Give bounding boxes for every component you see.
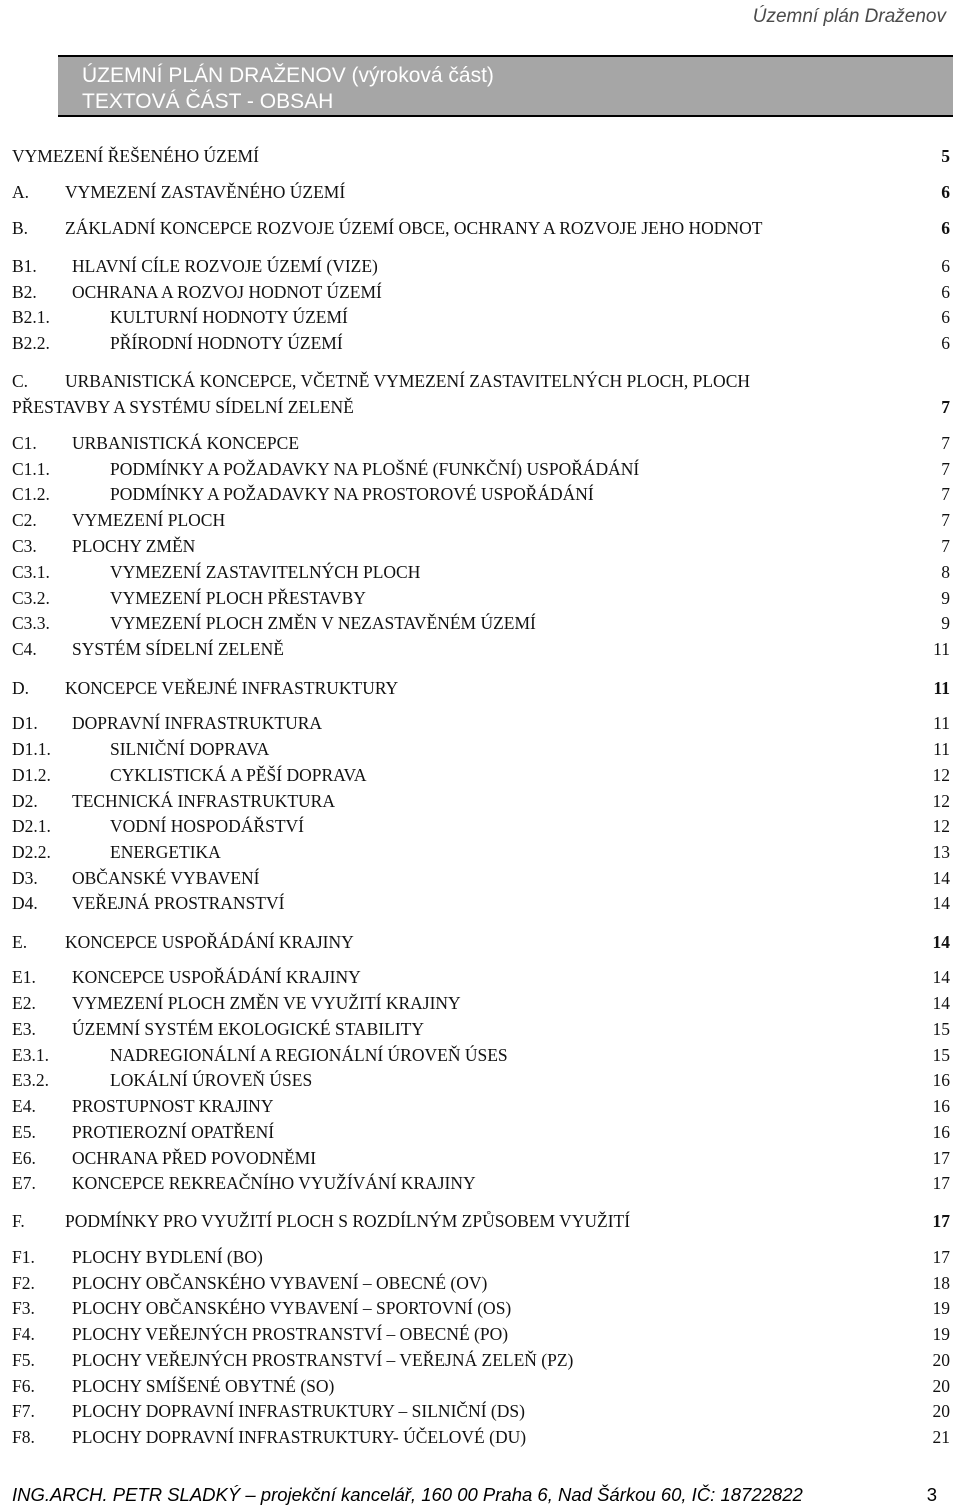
contents-title-box bbox=[58, 55, 953, 117]
toc-number: E3.1. bbox=[12, 1045, 49, 1065]
toc-page-number: 14 bbox=[932, 932, 950, 952]
toc-row[interactable] bbox=[12, 992, 950, 1014]
toc-row[interactable] bbox=[12, 1272, 950, 1294]
toc-row[interactable] bbox=[12, 1426, 950, 1448]
toc-row[interactable] bbox=[12, 1246, 950, 1268]
toc-row[interactable] bbox=[12, 931, 950, 953]
toc-row[interactable] bbox=[12, 306, 950, 328]
toc-heading: PLOCHY OBČANSKÉHO VYBAVENÍ – OBECNÉ (OV) bbox=[72, 1273, 488, 1293]
toc-row[interactable] bbox=[12, 1297, 950, 1319]
toc-number: E5. bbox=[12, 1122, 36, 1142]
toc-page-number: 14 bbox=[932, 993, 950, 1013]
toc-row[interactable] bbox=[12, 217, 950, 239]
toc-number: C1. bbox=[12, 433, 37, 453]
toc-heading: KONCEPCE VEŘEJNÉ INFRASTRUKTURY bbox=[65, 678, 399, 698]
toc-heading: PROTIEROZNÍ OPATŘENÍ bbox=[72, 1122, 275, 1142]
toc-number: D. bbox=[12, 678, 30, 698]
toc-number: D1. bbox=[12, 713, 38, 733]
toc-heading: ÚZEMNÍ SYSTÉM EKOLOGICKÉ STABILITY bbox=[72, 1019, 424, 1039]
toc-row[interactable] bbox=[12, 867, 950, 889]
toc-number: E2. bbox=[12, 993, 36, 1013]
toc-row[interactable] bbox=[12, 815, 950, 837]
toc-number: B2. bbox=[12, 282, 37, 302]
toc-page-number: 14 bbox=[932, 868, 950, 888]
toc-heading: SILNIČNÍ DOPRAVA bbox=[110, 739, 270, 759]
toc-page-number: 12 bbox=[932, 816, 950, 836]
toc-page-number: 11 bbox=[933, 678, 950, 698]
toc-heading: VODNÍ HOSPODÁŘSTVÍ bbox=[110, 816, 304, 836]
toc-page-number: 6 bbox=[941, 182, 950, 202]
toc-row[interactable] bbox=[12, 841, 950, 863]
toc-heading: VYMEZENÍ PLOCH ZMĚN V NEZASTAVĚNÉM ÚZEMÍ bbox=[110, 613, 536, 633]
toc-row[interactable] bbox=[12, 535, 950, 557]
toc-page-number: 7 bbox=[941, 536, 950, 556]
toc-heading: VYMEZENÍ PLOCH ZMĚN VE VYUŽITÍ KRAJINY bbox=[72, 993, 461, 1013]
toc-row[interactable] bbox=[12, 677, 950, 699]
toc-page-number: 7 bbox=[941, 397, 950, 417]
toc-number: C. bbox=[12, 371, 29, 391]
toc-heading: PLOCHY ZMĚN bbox=[72, 536, 196, 556]
toc-page-number: 11 bbox=[933, 639, 950, 659]
footer-text: ING.ARCH. PETR SLADKÝ – projekční kancelář, 160 00 Praha 6, Nad Šárkou 60, IČ: 18722822 bbox=[12, 1484, 803, 1505]
toc-page-number: 12 bbox=[932, 791, 950, 811]
toc-row[interactable] bbox=[12, 561, 950, 583]
toc-heading: ENERGETIKA bbox=[110, 842, 221, 862]
toc-heading: OBČANSKÉ VYBAVENÍ bbox=[72, 868, 260, 888]
toc-row[interactable] bbox=[12, 1375, 950, 1397]
toc-number: D3. bbox=[12, 868, 38, 888]
toc-row[interactable] bbox=[12, 432, 950, 454]
document-header-title: Územní plán Draženov bbox=[752, 6, 946, 27]
toc-row[interactable] bbox=[12, 255, 950, 277]
toc-heading: PLOCHY VEŘEJNÝCH PROSTRANSTVÍ – VEŘEJNÁ ZELEŇ (PZ) bbox=[72, 1350, 574, 1370]
toc-heading: VYMEZENÍ ŘEŠENÉHO ÚZEMÍ bbox=[12, 146, 259, 166]
title-line-2: TEXTOVÁ ČÁST - OBSAH bbox=[82, 90, 334, 113]
toc-row[interactable] bbox=[12, 1095, 950, 1117]
toc-page-number: 11 bbox=[933, 739, 950, 759]
toc-row[interactable] bbox=[12, 145, 950, 167]
toc-row[interactable] bbox=[12, 1121, 950, 1143]
toc-number: C3.1. bbox=[12, 562, 50, 582]
toc-number: E4. bbox=[12, 1096, 36, 1116]
toc-row[interactable] bbox=[12, 332, 950, 354]
toc-number: C3. bbox=[12, 536, 37, 556]
toc-heading: PLOCHY DOPRAVNÍ INFRASTRUKTURY – SILNIČNÍ (DS) bbox=[72, 1401, 525, 1421]
toc-row[interactable] bbox=[12, 892, 950, 914]
toc-page-number: 14 bbox=[932, 893, 950, 913]
toc-heading: KONCEPCE USPOŘÁDÁNÍ KRAJINY bbox=[72, 967, 361, 987]
toc-number: D1.1. bbox=[12, 739, 51, 759]
toc-page-number: 6 bbox=[941, 256, 950, 276]
toc-row[interactable] bbox=[12, 790, 950, 812]
toc-heading: PROSTUPNOST KRAJINY bbox=[72, 1096, 274, 1116]
toc-row[interactable] bbox=[12, 1147, 950, 1169]
toc-page-number: 16 bbox=[932, 1070, 950, 1090]
toc-number: E7. bbox=[12, 1173, 36, 1193]
toc-number: C3.2. bbox=[12, 588, 50, 608]
toc-page-number: 16 bbox=[932, 1122, 950, 1142]
toc-page-number: 19 bbox=[932, 1324, 950, 1344]
toc-heading: PODMÍNKY A POŽADAVKY NA PROSTOROVÉ USPOŘÁDÁNÍ bbox=[110, 484, 594, 504]
toc-page-number: 7 bbox=[941, 484, 950, 504]
toc-page-number: 15 bbox=[932, 1045, 950, 1065]
toc-number: F7. bbox=[12, 1401, 35, 1421]
toc-heading: VEŘEJNÁ PROSTRANSTVÍ bbox=[72, 893, 285, 913]
toc-number: F1. bbox=[12, 1247, 35, 1267]
toc-heading: OCHRANA PŘED POVODNĚMI bbox=[72, 1148, 317, 1168]
toc-page-number: 16 bbox=[932, 1096, 950, 1116]
toc-number: F4. bbox=[12, 1324, 35, 1344]
toc-heading: DOPRAVNÍ INFRASTRUKTURA bbox=[72, 713, 323, 733]
toc-heading: NADREGIONÁLNÍ A REGIONÁLNÍ ÚROVEŇ ÚSES bbox=[110, 1045, 508, 1065]
toc-number: C3.3. bbox=[12, 613, 50, 633]
toc-number: F6. bbox=[12, 1376, 35, 1396]
toc-page-number: 9 bbox=[941, 613, 950, 633]
toc-row[interactable] bbox=[12, 738, 950, 760]
toc-number: F5. bbox=[12, 1350, 35, 1370]
toc-heading: HLAVNÍ CÍLE ROZVOJE ÚZEMÍ (VIZE) bbox=[72, 256, 378, 276]
toc-page-number: 11 bbox=[933, 713, 950, 733]
toc-row[interactable] bbox=[12, 1069, 950, 1091]
toc-heading: VYMEZENÍ ZASTAVITELNÝCH PLOCH bbox=[110, 562, 421, 582]
toc-number: B2.2. bbox=[12, 333, 50, 353]
toc-row[interactable] bbox=[12, 966, 950, 988]
toc-number: D4. bbox=[12, 893, 38, 913]
toc-page-number: 17 bbox=[932, 1148, 950, 1168]
toc-number: E3. bbox=[12, 1019, 36, 1039]
toc-page-number: 17 bbox=[932, 1211, 950, 1231]
toc-heading: PODMÍNKY PRO VYUŽITÍ PLOCH S ROZDÍLNÝM ZPŮSOBEM VYUŽITÍ bbox=[65, 1211, 631, 1231]
toc-page-number: 15 bbox=[932, 1019, 950, 1039]
toc-number: E6. bbox=[12, 1148, 36, 1168]
toc-heading: PLOCHY SMÍŠENÉ OBYTNÉ (SO) bbox=[72, 1376, 335, 1396]
toc-heading: KONCEPCE USPOŘÁDÁNÍ KRAJINY bbox=[65, 932, 354, 952]
toc-page-number: 8 bbox=[941, 562, 950, 582]
toc-number: F8. bbox=[12, 1427, 35, 1447]
toc-row[interactable] bbox=[12, 181, 950, 203]
toc-page-number: 20 bbox=[932, 1376, 950, 1396]
toc-page-number: 13 bbox=[932, 842, 950, 862]
toc-row[interactable] bbox=[12, 1323, 950, 1345]
toc-row[interactable] bbox=[12, 1210, 950, 1232]
toc-number: D2.1. bbox=[12, 816, 51, 836]
toc-heading: PLOCHY OBČANSKÉHO VYBAVENÍ – SPORTOVNÍ (OS) bbox=[72, 1298, 512, 1318]
toc-row[interactable] bbox=[12, 483, 950, 505]
toc-heading: ZÁKLADNÍ KONCEPCE ROZVOJE ÚZEMÍ OBCE, OCHRANY A ROZVOJE JEHO HODNOT bbox=[65, 218, 763, 238]
toc-page-number: 18 bbox=[932, 1273, 950, 1293]
toc-heading: TECHNICKÁ INFRASTRUKTURA bbox=[72, 791, 335, 811]
toc-heading: PODMÍNKY A POŽADAVKY NA PLOŠNÉ (FUNKČNÍ) USPOŘÁDÁNÍ bbox=[110, 459, 640, 479]
toc-row[interactable] bbox=[12, 764, 950, 786]
toc-heading: CYKLISTICKÁ A PĚŠÍ DOPRAVA bbox=[110, 765, 367, 785]
toc-page-number: 9 bbox=[941, 588, 950, 608]
toc-row[interactable] bbox=[12, 1018, 950, 1040]
toc-page-number: 6 bbox=[941, 307, 950, 327]
toc-page-number: 17 bbox=[932, 1247, 950, 1267]
toc-heading: SYSTÉM SÍDELNÍ ZELENĚ bbox=[72, 639, 284, 659]
toc-heading: KONCEPCE REKREAČNÍHO VYUŽÍVÁNÍ KRAJINY bbox=[72, 1173, 476, 1193]
toc-row[interactable] bbox=[12, 458, 950, 480]
toc-row[interactable] bbox=[12, 370, 950, 392]
toc-row[interactable] bbox=[12, 712, 950, 734]
toc-page-number: 7 bbox=[941, 510, 950, 530]
title-line-1: ÚZEMNÍ PLÁN DRAŽENOV (výroková část) bbox=[82, 64, 494, 87]
toc-number: B2.1. bbox=[12, 307, 50, 327]
toc-heading: PLOCHY DOPRAVNÍ INFRASTRUKTURY- ÚČELOVÉ (DU) bbox=[72, 1427, 527, 1447]
page-footer bbox=[12, 1484, 937, 1506]
toc-row[interactable] bbox=[12, 1044, 950, 1066]
toc-number: B. bbox=[12, 218, 29, 238]
toc-page-number: 17 bbox=[932, 1173, 950, 1193]
toc-number: F3. bbox=[12, 1298, 35, 1318]
toc-page-number: 6 bbox=[941, 218, 950, 238]
toc-heading: OCHRANA A ROZVOJ HODNOT ÚZEMÍ bbox=[72, 282, 382, 302]
toc-number: D1.2. bbox=[12, 765, 51, 785]
toc-page-number: 21 bbox=[932, 1427, 950, 1447]
toc-heading: URBANISTICKÁ KONCEPCE, VČETNĚ VYMEZENÍ ZASTAVITELNÝCH PLOCH, PLOCH bbox=[65, 371, 751, 391]
toc-page-number: 6 bbox=[941, 333, 950, 353]
toc-heading: LOKÁLNÍ ÚROVEŇ ÚSES bbox=[110, 1070, 313, 1090]
toc-number: A. bbox=[12, 182, 30, 202]
toc-page-number: 6 bbox=[941, 282, 950, 302]
toc-number: F. bbox=[12, 1211, 25, 1231]
toc-number: C2. bbox=[12, 510, 37, 530]
toc-page-number: 19 bbox=[932, 1298, 950, 1318]
toc-page-number: 5 bbox=[941, 146, 950, 166]
toc-number: D2.2. bbox=[12, 842, 51, 862]
toc-number: F2. bbox=[12, 1273, 35, 1293]
toc-row[interactable] bbox=[12, 281, 950, 303]
toc-number: E3.2. bbox=[12, 1070, 49, 1090]
toc-page-number: 12 bbox=[932, 765, 950, 785]
toc-page-number: 7 bbox=[941, 459, 950, 479]
toc-heading: PLOCHY BYDLENÍ (BO) bbox=[72, 1247, 263, 1267]
toc-number: E1. bbox=[12, 967, 36, 987]
toc-row[interactable] bbox=[12, 587, 950, 609]
toc-heading: KULTURNÍ HODNOTY ÚZEMÍ bbox=[110, 307, 348, 327]
toc-row[interactable] bbox=[12, 1349, 950, 1371]
toc-row[interactable] bbox=[12, 612, 950, 634]
toc-row[interactable] bbox=[12, 638, 950, 660]
toc-number: C1.1. bbox=[12, 459, 50, 479]
toc-page-number: 7 bbox=[941, 433, 950, 453]
toc-heading: PŘÍRODNÍ HODNOTY ÚZEMÍ bbox=[110, 333, 343, 353]
toc-row[interactable] bbox=[12, 1400, 950, 1422]
toc-page-number: 20 bbox=[932, 1401, 950, 1421]
toc-heading: VYMEZENÍ ZASTAVĚNÉHO ÚZEMÍ bbox=[65, 182, 346, 202]
toc-heading: PŘESTAVBY A SYSTÉMU SÍDELNÍ ZELENĚ bbox=[12, 397, 354, 417]
toc-row[interactable] bbox=[12, 509, 950, 531]
toc-page-number: 20 bbox=[932, 1350, 950, 1370]
toc-number: C1.2. bbox=[12, 484, 50, 504]
toc-row[interactable] bbox=[12, 1172, 950, 1194]
toc-number: D2. bbox=[12, 791, 38, 811]
footer-page-number: 3 bbox=[926, 1484, 937, 1505]
toc-number: C4. bbox=[12, 639, 37, 659]
toc-heading: VYMEZENÍ PLOCH PŘESTAVBY bbox=[110, 588, 366, 608]
toc-number: B1. bbox=[12, 256, 37, 276]
toc-page-number: 14 bbox=[932, 967, 950, 987]
toc-heading: VYMEZENÍ PLOCH bbox=[72, 510, 226, 530]
toc-number: E. bbox=[12, 932, 28, 952]
toc-heading: PLOCHY VEŘEJNÝCH PROSTRANSTVÍ – OBECNÉ (PO) bbox=[72, 1324, 509, 1344]
toc-heading: URBANISTICKÁ KONCEPCE bbox=[72, 433, 300, 453]
toc-row[interactable] bbox=[12, 396, 950, 418]
